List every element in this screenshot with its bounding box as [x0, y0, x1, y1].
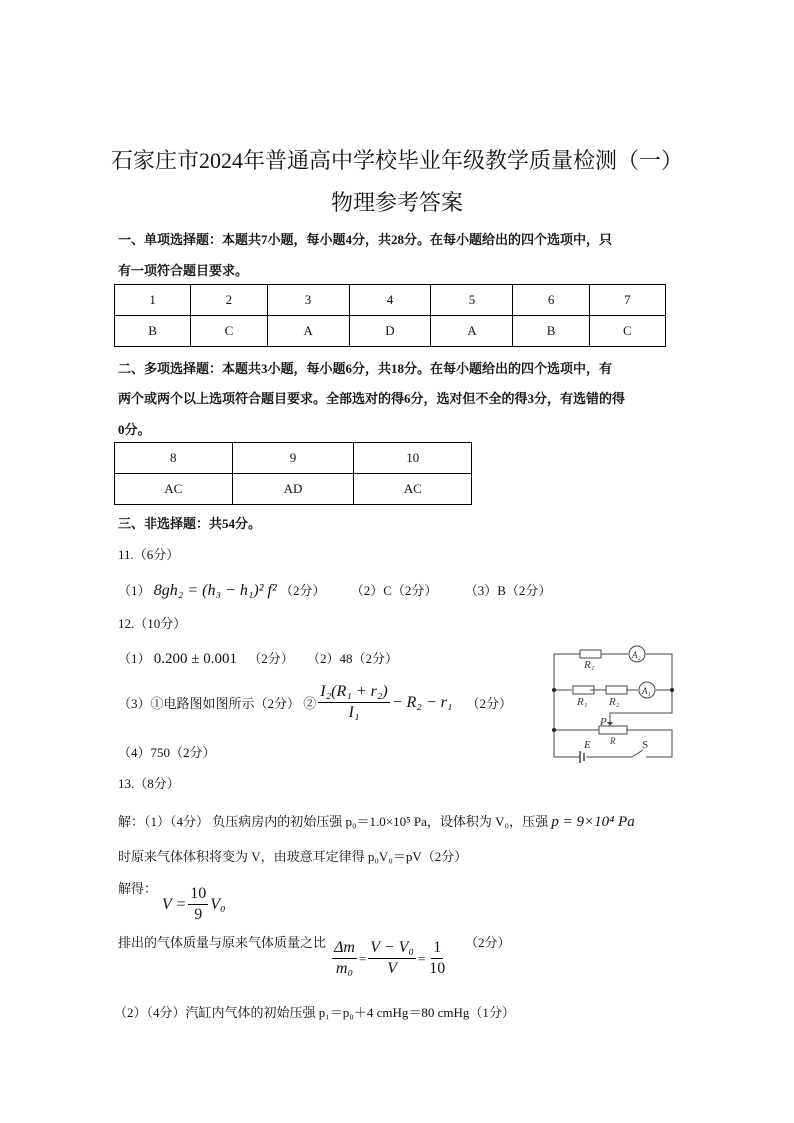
q12-p1-prefix: （1） — [118, 651, 151, 666]
q13-solve-label: 解得： — [118, 881, 158, 896]
q11-p3: （3）B（2分） — [464, 583, 552, 598]
table-cell: AC — [354, 474, 472, 505]
v-lhs: V = — [162, 895, 187, 913]
table-cell: A — [267, 316, 349, 347]
q12-p4: （4）750（2分） — [118, 745, 216, 760]
q13-v-equation — [162, 884, 226, 925]
q13-line1 — [118, 811, 635, 831]
ratio-d2: V — [387, 960, 397, 977]
label-p: P — [600, 716, 607, 728]
table-cell: 2 — [191, 285, 267, 316]
label-s: S — [642, 739, 649, 751]
q13-label: 13.（8分） — [118, 776, 180, 791]
table-cell: 5 — [431, 285, 513, 316]
label-r1b: R₁ — [577, 696, 588, 708]
ratio-n1: Δm — [332, 938, 357, 959]
table-cell: D — [349, 316, 431, 347]
q13-ratio-text: 排出的气体质量与原来气体质量之比 — [118, 935, 327, 950]
q13-line2: 时原来气体体积将变为 V，由玻意耳定律得 p₀V₀＝pV（2分） — [118, 849, 468, 864]
answer-table-2 — [114, 442, 472, 505]
q12-p3 — [118, 682, 512, 723]
table-cell: 9 — [232, 443, 354, 474]
q12-p1-score: （2分） — [248, 651, 294, 666]
table-cell: 4 — [349, 285, 431, 316]
table-row-numbers — [115, 285, 666, 316]
table-cell: AC — [115, 474, 233, 505]
table-cell: B — [513, 316, 589, 347]
ratio-n2: V − V₀ — [368, 938, 416, 959]
v-fraction — [188, 884, 208, 925]
table-cell: 10 — [354, 443, 472, 474]
section2-heading-2: 两个或两个以上选项符合题目要求。全部选对的得6分，选对但不全的得3分，有选错的得 — [118, 391, 626, 406]
table-cell: 3 — [267, 285, 349, 316]
v-num: 10 — [188, 884, 208, 905]
q11-p1-prefix: （1） — [118, 583, 151, 598]
q13-part2: （2）（4分）汽缸内气体的初始压强 p₁＝p₀＋4 cmHg＝80 cmHg（1分） — [114, 1005, 515, 1020]
circuit-diagram — [550, 640, 680, 770]
title-line2: 物理参考答案 — [330, 190, 463, 215]
q11-p1-score: （2分） — [280, 583, 326, 598]
table-cell: 6 — [513, 285, 589, 316]
v-den: 9 — [194, 906, 203, 923]
table-cell: 7 — [589, 285, 665, 316]
table-cell: C — [191, 316, 267, 347]
q12-p3-rest: − R₂ − r₁ — [391, 693, 453, 711]
table-row-numbers — [115, 443, 472, 474]
label-r2: R₂ — [609, 696, 620, 708]
v-rhs: V₀ — [210, 895, 226, 913]
label-e: E — [584, 739, 591, 751]
q12-label: 12.（10分） — [118, 616, 187, 631]
table-row-answers — [115, 316, 666, 347]
q11-label: 11.（6分） — [118, 547, 180, 562]
q13-line1-text: 解：（1）（4分） 负压病房内的初始压强 p₀＝1.0×10⁵ Pa，设体积为 V₀，压强 — [118, 814, 549, 829]
table-cell: 8 — [115, 443, 233, 474]
q12-p1 — [118, 648, 398, 668]
q12-p2: （2）48（2分） — [307, 651, 399, 666]
label-a2: A₂ — [632, 650, 641, 660]
section2-heading-3: 0分。 — [118, 422, 151, 437]
label-a1: A₁ — [642, 686, 651, 696]
q12-p3-text: （3）①电路图如图所示（2分） ② — [118, 696, 317, 711]
q12-p3-score: （2分） — [466, 696, 512, 711]
section3-heading: 三、非选择题：共54分。 — [118, 516, 262, 531]
table-cell: B — [115, 316, 191, 347]
q12-fraction-num: I₂(R₁ + r₂) — [318, 682, 389, 703]
title-line1: 石家庄市2024年普通高中学校毕业年级教学质量检测（一） — [110, 148, 683, 173]
q13-ratio-equation: $\frac{\Delta m}{\text{m₀}}$ = $\frac{\text{V − V₀}}{V}$ = $\frac{1}{10}$ — [334, 939, 446, 977]
ratio-frac-3 — [427, 938, 447, 979]
table-row-answers — [115, 474, 472, 505]
section2-heading: 二、多项选择题：本题共3小题，每小题6分，共18分。在每小题给出的四个选项中，有 — [118, 361, 613, 376]
q11-answers — [118, 580, 551, 600]
label-r: R — [610, 736, 616, 746]
q12-p1-value: 0.200 ± 0.001 — [153, 651, 237, 667]
answer-table-1 — [114, 284, 666, 347]
ratio-d3: 10 — [429, 960, 446, 977]
ratio-d1: m₀ — [335, 960, 354, 977]
ratio-frac-2 — [368, 938, 416, 979]
q11-p2: （2）C（2分） — [350, 583, 438, 598]
table-cell: AD — [232, 474, 354, 505]
table-cell: C — [589, 316, 665, 347]
q13-line1-pressure: p = 9×10⁴ Pa — [551, 814, 635, 830]
ratio-frac-1 — [332, 938, 357, 979]
q12-fraction — [318, 682, 389, 723]
ratio-n3: 1 — [431, 938, 443, 959]
q12-fraction-den: I₁ — [348, 704, 360, 721]
label-r1: R₁ — [584, 659, 595, 671]
section1-heading: 一、单项选择题：本题共7小题，每小题4分，共28分。在每小题给出的四个选项中，只 — [118, 232, 613, 247]
section1-heading-2: 有一项符合题目要求。 — [118, 263, 249, 278]
q13-ratio-score: （2分） — [465, 935, 511, 950]
table-cell: A — [431, 316, 513, 347]
table-cell: 1 — [115, 285, 191, 316]
q11-formula: 8gh₂ = (h₃ − h₁)² f² — [153, 582, 277, 599]
